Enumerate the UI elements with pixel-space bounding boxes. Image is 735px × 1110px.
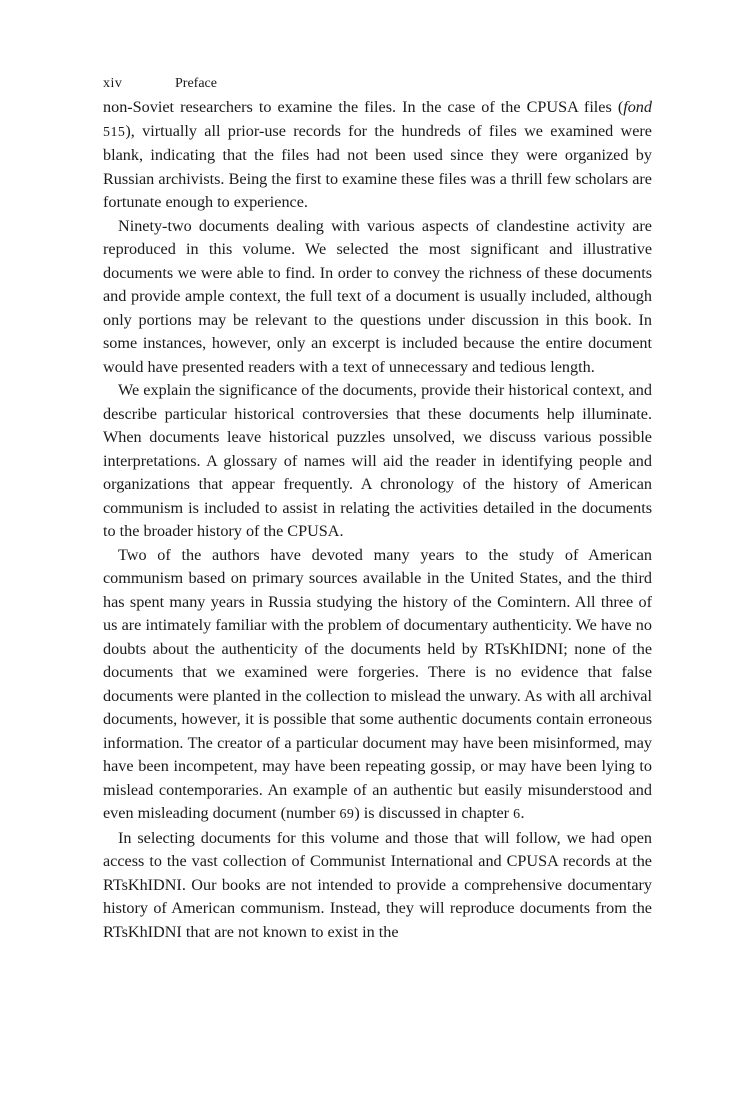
paragraph-1-text-a: non-Soviet researchers to examine the files. In the case of the CPUSA files ( <box>103 98 624 116</box>
page-number: xiv <box>103 76 123 91</box>
paragraph-3: We explain the significance of the documents, provide their historical context, and describe particular historical controversies that these documents help illuminate. When documents leave historical puzzles unsolved, we discuss various possible interpretations. A glossary of names will aid the reader in identifying people and organizations that appear frequently. A chronology of the history of American communism is included to assist in relating the activities detailed in the documents to the broader history of the CPUSA. <box>103 381 652 540</box>
fond-term: fond <box>623 98 652 116</box>
chapter-number: 6 <box>513 807 521 822</box>
fond-number: 515 <box>103 124 126 140</box>
paragraph-4-text-c: . <box>520 804 525 822</box>
paragraph-5: In selecting documents for this volume and those that will follow, we had open access to the vast collection of Communist International and CPUSA records at the RTsKhIDNI. Our books are not intended to provide a comprehensive documentary history of American communism. Instead, they will reproduce documents from the RTsKhIDNI that are not known to exist in the <box>103 828 652 941</box>
running-title: Preface <box>175 76 217 91</box>
body-text <box>103 96 652 944</box>
paragraph-4-text-a: Two of the authors have devoted many years to the study of American communism based on primary sources available in the United States, and the third has spent many years in Russia studying the history of the Comintern. All three of us are intimately familiar with the problem of documentary authenticity. We have no doubts about the authenticity of the documents held by RTsKhIDNI; none of the documents that we examined were forgeries. There is no evidence that false documents were planted in the collection to mislead the unwary. As with all archival documents, however, it is possible that some authentic documents contain erroneous information. The creator of a particular document may have been misinformed, may have been incompetent, may have been repeating gossip, or may have been lying to mislead contemporaries. An example of an authentic but easily misunderstood and even misleading document (number <box>103 545 652 822</box>
paragraph-1-text-b: ), virtually all prior-use records for the hundreds of files we examined were blank, indicating that the files had not been used since they were organized by Russian archivists. Being the first to examine these files was a thrill few scholars are fortunate enough to experience. <box>103 121 652 211</box>
document-number: 69 <box>339 807 355 822</box>
paragraph-2: Ninety-two documents dealing with various aspects of clandestine activity are reproduced in this volume. We selected the most significant and illustrative documents we were able to find. In order to convey the richness of these documents and provide ample context, the full text of a document is usually included, although only portions may be relevant to the questions under discussion in this book. In some instances, however, only an excerpt is included because the entire document would have presented readers with a text of unnecessary and tedious length. <box>103 216 652 376</box>
paragraph-1 <box>103 96 652 215</box>
book-page <box>103 74 652 944</box>
running-head <box>103 74 652 96</box>
paragraph-4-text-b: ) is discussed in chapter <box>354 804 514 822</box>
paragraph-4 <box>103 544 652 827</box>
